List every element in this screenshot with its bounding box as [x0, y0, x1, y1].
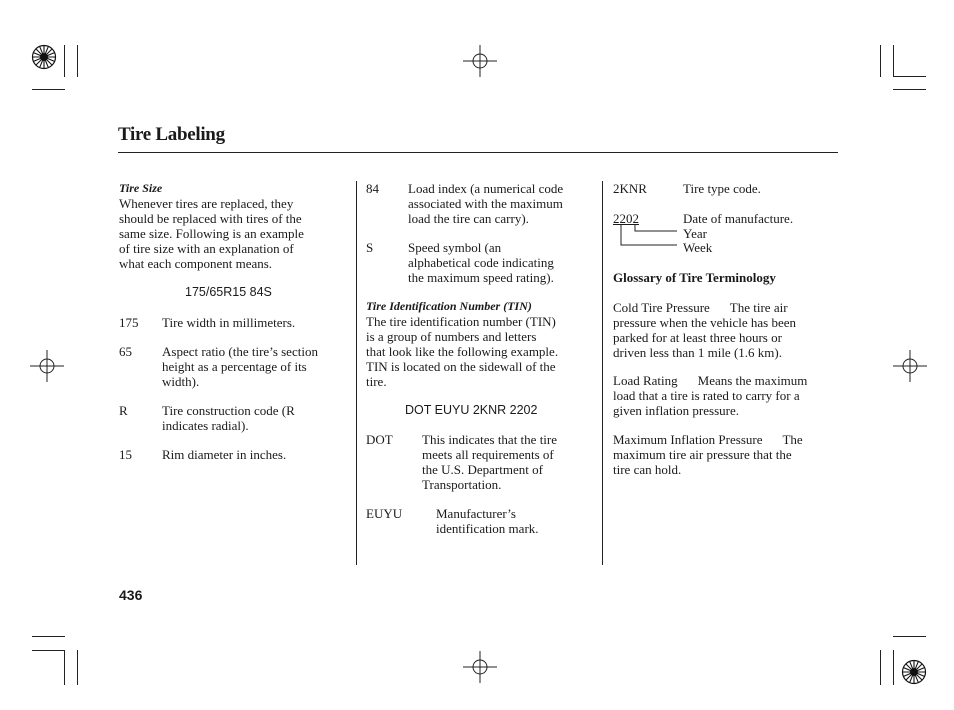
glossary-term-block	[613, 300, 843, 360]
code-description: Tire type code.	[683, 181, 761, 196]
section-heading-tire-size: Tire Size	[119, 181, 163, 195]
tin-intro: The tire identification number (TIN) is a group of numbers and letters that look like the following example. TIN is located on the sidewall of the tire.	[366, 314, 559, 389]
code-label: 175	[119, 315, 139, 330]
code-description: Rim diameter in inches.	[162, 447, 287, 462]
glossary-definition: The maximum tire air pressure that the tire can hold.	[613, 432, 803, 477]
code-description: This indicates that the tire meets all requirements of the U.S. Department of Transportation.	[422, 432, 558, 492]
code-description: Aspect ratio (the tire’s section height as a percentage of its width).	[162, 344, 318, 389]
tire-size-intro: Whenever tires are replaced, they should be replaced with tires of the same size. Following is an example of tire size with an explanation of what each component means.	[119, 196, 304, 271]
code-label: 84	[366, 181, 379, 196]
code-description: Speed symbol (an alphabetical code indicating the maximum speed rating).	[408, 240, 554, 285]
crosshair-registration-icon	[463, 651, 497, 683]
crop-mark-line	[893, 45, 894, 77]
crop-mark-line	[77, 45, 78, 77]
starburst-registration-icon	[31, 44, 57, 70]
page-title: Tire Labeling	[118, 124, 225, 145]
date-code-label: 2202	[613, 211, 639, 226]
crosshair-registration-icon	[30, 350, 64, 382]
crop-mark-line	[64, 45, 65, 77]
crop-mark-line	[893, 76, 926, 77]
glossary-term-block	[613, 373, 843, 418]
page-number: 436	[119, 587, 143, 603]
tin-example: DOT EUYU 2KNR 2202	[405, 403, 538, 417]
code-label: DOT	[366, 432, 393, 447]
code-label: EUYU	[366, 506, 403, 521]
column-divider	[602, 181, 603, 565]
crop-mark-line	[77, 650, 78, 685]
tire-size-example: 175/65R15 84S	[185, 285, 272, 299]
glossary-term-block	[613, 432, 843, 477]
code-description: Tire width in millimeters.	[162, 315, 296, 330]
code-label: 2KNR	[613, 181, 647, 196]
crop-mark-line	[893, 636, 926, 637]
crop-mark-line	[64, 650, 65, 685]
code-description: Tire construction code (R indicates radial).	[162, 403, 295, 433]
date-week-label: Week	[683, 240, 713, 255]
code-label: S	[366, 240, 374, 255]
date-year-label: Year	[683, 226, 707, 241]
crop-mark-line	[880, 650, 881, 685]
section-heading-tin: Tire Identification Number (TIN)	[366, 299, 532, 313]
crosshair-registration-icon	[893, 350, 927, 382]
crop-mark-line	[880, 45, 881, 77]
crop-mark-line	[893, 89, 926, 90]
starburst-registration-icon	[901, 659, 927, 685]
crop-mark-line	[32, 636, 65, 637]
glossary-definition: The tire air pressure when the vehicle has been parked for at least three hours or driven less than 1 mile (1.6 km).	[613, 300, 797, 360]
column-divider	[356, 181, 357, 565]
code-label: 65	[119, 344, 132, 359]
date-bracket-connector	[613, 225, 683, 249]
crosshair-registration-icon	[463, 45, 497, 77]
glossary-term: Cold Tire Pressure	[613, 300, 710, 315]
glossary-definition: Means the maximum load that a tire is rated to carry for a given inflation pressure.	[613, 373, 808, 418]
code-description: Date of manufacture.	[683, 211, 794, 226]
code-description: Manufacturer’s identification mark.	[436, 506, 539, 536]
crop-mark-line	[893, 650, 894, 685]
glossary-term: Load Rating	[613, 373, 678, 388]
glossary-term: Maximum Inflation Pressure	[613, 432, 763, 447]
crop-mark-line	[32, 650, 65, 651]
glossary-heading: Glossary of Tire Terminology	[613, 270, 776, 285]
code-description: Load index (a numerical code associated with the maximum load the tire can carry).	[408, 181, 564, 226]
title-rule	[118, 152, 838, 153]
code-label: R	[119, 403, 128, 418]
crop-mark-line	[32, 89, 65, 90]
code-label: 15	[119, 447, 132, 462]
